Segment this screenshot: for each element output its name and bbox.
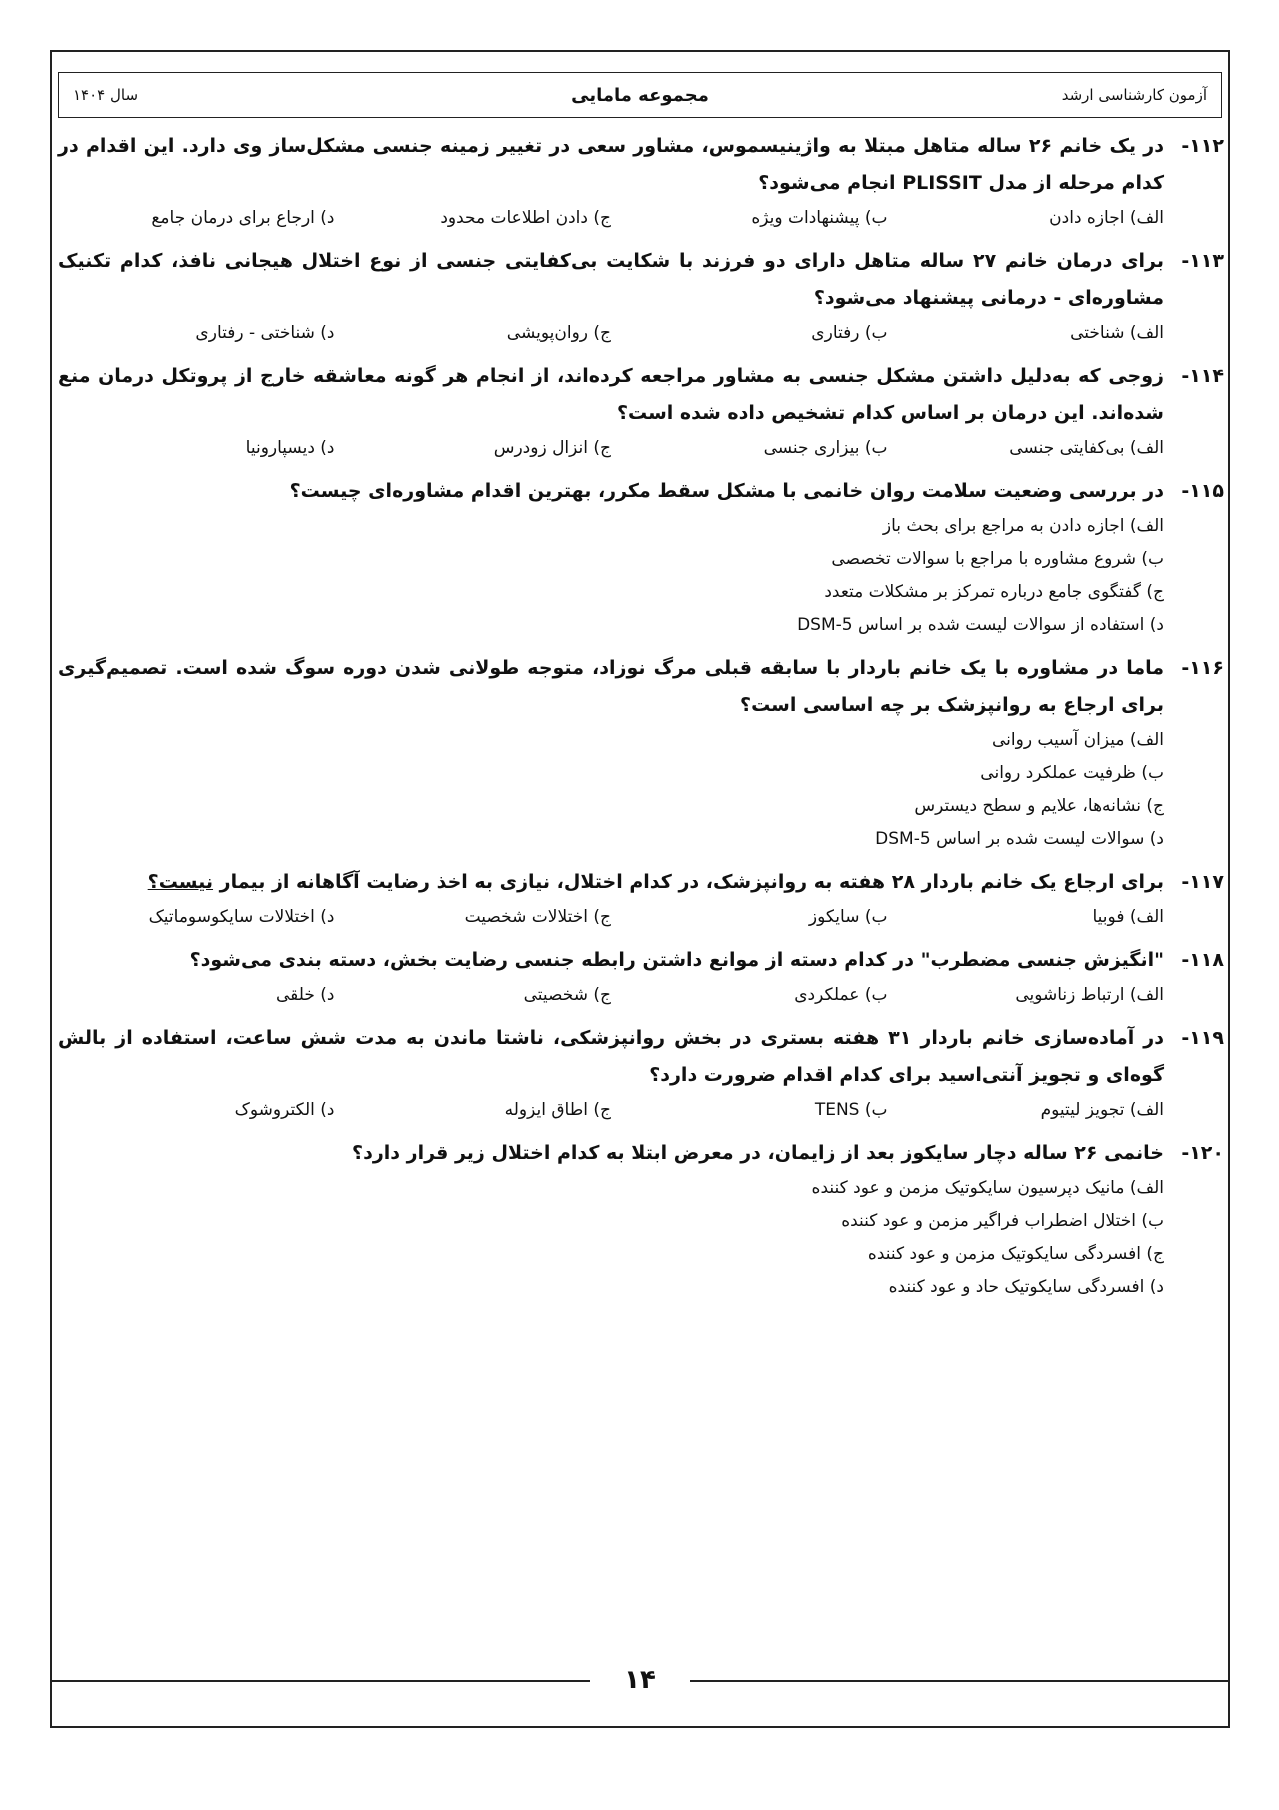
options-column: [58, 724, 1164, 856]
option-c[interactable]: ج) اطاق ایزوله: [504, 1100, 611, 1120]
option-b[interactable]: ب) TENS: [814, 1100, 888, 1120]
option-d[interactable]: د) اختلالات سایکوسوماتیک: [148, 907, 335, 927]
question-text: ماما در مشاوره با یک خانم باردار با سابقه قبلی مرگ نوزاد، متوجه طولانی شدن دوره سوگ شده است. تصمیم‌گیری برای ارجاع به روانپزشک بر چه اساسی است؟: [58, 657, 1164, 716]
option-d[interactable]: د) سوالات لیست شده بر اساس DSM-5: [875, 829, 1164, 849]
options-row: [58, 202, 1164, 235]
options-row: [58, 979, 1164, 1012]
option-c[interactable]: ج) اختلالات شخصیت: [464, 907, 611, 927]
question-text: "انگیزش جنسی مضطرب" در کدام دسته از موانع داشتن رابطه جنسی رضایت بخش، دسته بندی می‌شود؟: [189, 949, 1164, 971]
option-d[interactable]: د) شناختی - رفتاری: [195, 323, 335, 343]
question-text: برای درمان خانم ۲۷ ساله متاهل دارای دو فرزند با شکایت بی‌کفایتی جنسی از نوع اختلال هیجانی نافذ، کدام تکنیک مشاوره‌ای - درمانی پیشنهاد می‌شود؟: [58, 250, 1165, 309]
option-c[interactable]: ج) گفتگوی جامع درباره تمرکز بر مشکلات متعدد: [824, 582, 1164, 602]
options-row: [58, 901, 1164, 934]
option-a[interactable]: الف) اجازه دادن به مراجع برای بحث باز: [882, 516, 1164, 536]
question-text-underlined: نیست؟: [147, 871, 214, 893]
footer-rule-left: [52, 1680, 592, 1682]
question-list: [58, 128, 1224, 1312]
question-text: [58, 864, 1164, 901]
question-114: [58, 358, 1224, 465]
footer-rule-right: [688, 1680, 1228, 1682]
option-d[interactable]: د) الکتروشوک: [234, 1100, 335, 1120]
question-115: [58, 473, 1224, 642]
page-header: [58, 72, 1222, 118]
option-a[interactable]: الف) مانیک دپرسیون سایکوتیک مزمن و عود کننده: [811, 1178, 1164, 1198]
question-number: ۱۱۳-: [1181, 250, 1224, 272]
option-d[interactable]: د) افسردگی سایکوتیک حاد و عود کننده: [888, 1277, 1164, 1297]
option-b[interactable]: ب) اختلال اضطراب فراگیر مزمن و عود کننده: [841, 1211, 1164, 1231]
option-a[interactable]: الف) فوبیا: [1092, 907, 1164, 927]
question-text: در آماده‌سازی خانم باردار ۳۱ هفته بستری در بخش روانپزشکی، ناشتا ماندن به مدت شش ساعت، استفاده از بالش گوه‌ای و تجویز آنتی‌اسید برای کدام اقدام ضرورت دارد؟: [58, 1027, 1164, 1086]
option-d[interactable]: د) استفاده از سوالات لیست شده بر اساس DSM-5: [797, 615, 1164, 635]
option-c[interactable]: ج) دادن اطلاعات محدود: [440, 208, 611, 228]
option-d[interactable]: د) خلقی: [275, 985, 335, 1005]
option-a[interactable]: الف) شناختی: [1070, 323, 1164, 343]
option-c[interactable]: ج) افسردگی سایکوتیک مزمن و عود کننده: [867, 1244, 1164, 1264]
question-number: ۱۱۶-: [1181, 657, 1224, 679]
question-number: ۱۱۲-: [1181, 135, 1224, 157]
option-c[interactable]: ج) انزال زودرس: [493, 438, 611, 458]
question-text: در بررسی وضعیت سلامت روان خانمی با مشکل سقط مکرر، بهترین اقدام مشاوره‌ای چیست؟: [289, 480, 1164, 502]
question-text: خانمی ۲۶ ساله دچار سایکوز بعد از زایمان، در معرض ابتلا به کدام اختلال زیر قرار دارد؟: [352, 1142, 1164, 1164]
option-b[interactable]: ب) عملکردی: [794, 985, 888, 1005]
option-a[interactable]: الف) ارتباط زناشویی: [1015, 985, 1164, 1005]
options-row: [58, 432, 1164, 465]
question-118: [58, 942, 1224, 1012]
question-number: ۱۱۹-: [1181, 1027, 1224, 1049]
option-b[interactable]: ب) شروع مشاوره با مراجع با سوالات تخصصی: [831, 549, 1164, 569]
options-column: [58, 1172, 1164, 1304]
option-b[interactable]: ب) ظرفیت عملکرد روانی: [980, 763, 1164, 783]
option-b[interactable]: ب) رفتاری: [811, 323, 888, 343]
option-c[interactable]: ج) شخصیتی: [523, 985, 611, 1005]
option-a[interactable]: الف) میزان آسیب روانی: [991, 730, 1164, 750]
question-number: ۱۱۵-: [1181, 480, 1224, 502]
options-row: [58, 1094, 1164, 1127]
option-b[interactable]: ب) پیشنهادات ویژه: [751, 208, 888, 228]
question-117: [58, 864, 1224, 934]
question-number: ۱۱۴-: [1181, 365, 1224, 387]
question-number: ۱۲۰-: [1181, 1142, 1224, 1164]
exam-year: سال ۱۴۰۴: [73, 86, 139, 104]
question-112: [58, 128, 1224, 235]
question-number: ۱۱۸-: [1181, 949, 1224, 971]
question-text-main: برای ارجاع یک خانم باردار ۲۸ هفته به روانپزشک، در کدام اختلال، نیازی به اخذ رضایت آگاهانه از بیمار: [219, 871, 1164, 893]
option-b[interactable]: ب) سایکوز: [808, 907, 888, 927]
option-c[interactable]: ج) نشانه‌ها، علایم و سطح دیسترس: [914, 796, 1164, 816]
option-a[interactable]: الف) بی‌کفایتی جنسی: [1009, 438, 1164, 458]
question-number: ۱۱۷-: [1181, 871, 1224, 893]
question-113: [58, 243, 1224, 350]
options-row: [58, 317, 1164, 350]
option-a[interactable]: الف) اجازه دادن: [1049, 208, 1164, 228]
exam-title: آزمون کارشناسی ارشد: [1061, 86, 1207, 104]
page-number: ۱۴: [590, 1660, 690, 1700]
option-d[interactable]: د) ارجاع برای درمان جامع: [151, 208, 335, 228]
question-120: [58, 1135, 1224, 1304]
option-d[interactable]: د) دیسپارونیا: [245, 438, 335, 458]
option-b[interactable]: ب) بیزاری جنسی: [763, 438, 888, 458]
question-119: [58, 1020, 1224, 1127]
question-text: زوجی که به‌دلیل داشتن مشکل جنسی به مشاور مراجعه کرده‌اند، از انجام هر گونه معاشقه خارج از پروتکل درمان منع شده‌اند. این درمان بر اساس کدام تشخیص داده شده است؟: [58, 365, 1164, 424]
option-c[interactable]: ج) روان‌پویشی: [506, 323, 611, 343]
options-column: [58, 510, 1164, 642]
question-116: [58, 650, 1224, 856]
subject-title: مجموعه مامایی: [571, 84, 709, 106]
option-a[interactable]: الف) تجویز لیتیوم: [1040, 1100, 1164, 1120]
question-text: در یک خانم ۲۶ ساله متاهل مبتلا به واژینیسموس، مشاور سعی در تغییر زمینه جنسی مشکل‌ساز وی دارد. این اقدام در کدام مرحله از مدل PLISSIT انجام می‌شود؟: [58, 135, 1164, 194]
